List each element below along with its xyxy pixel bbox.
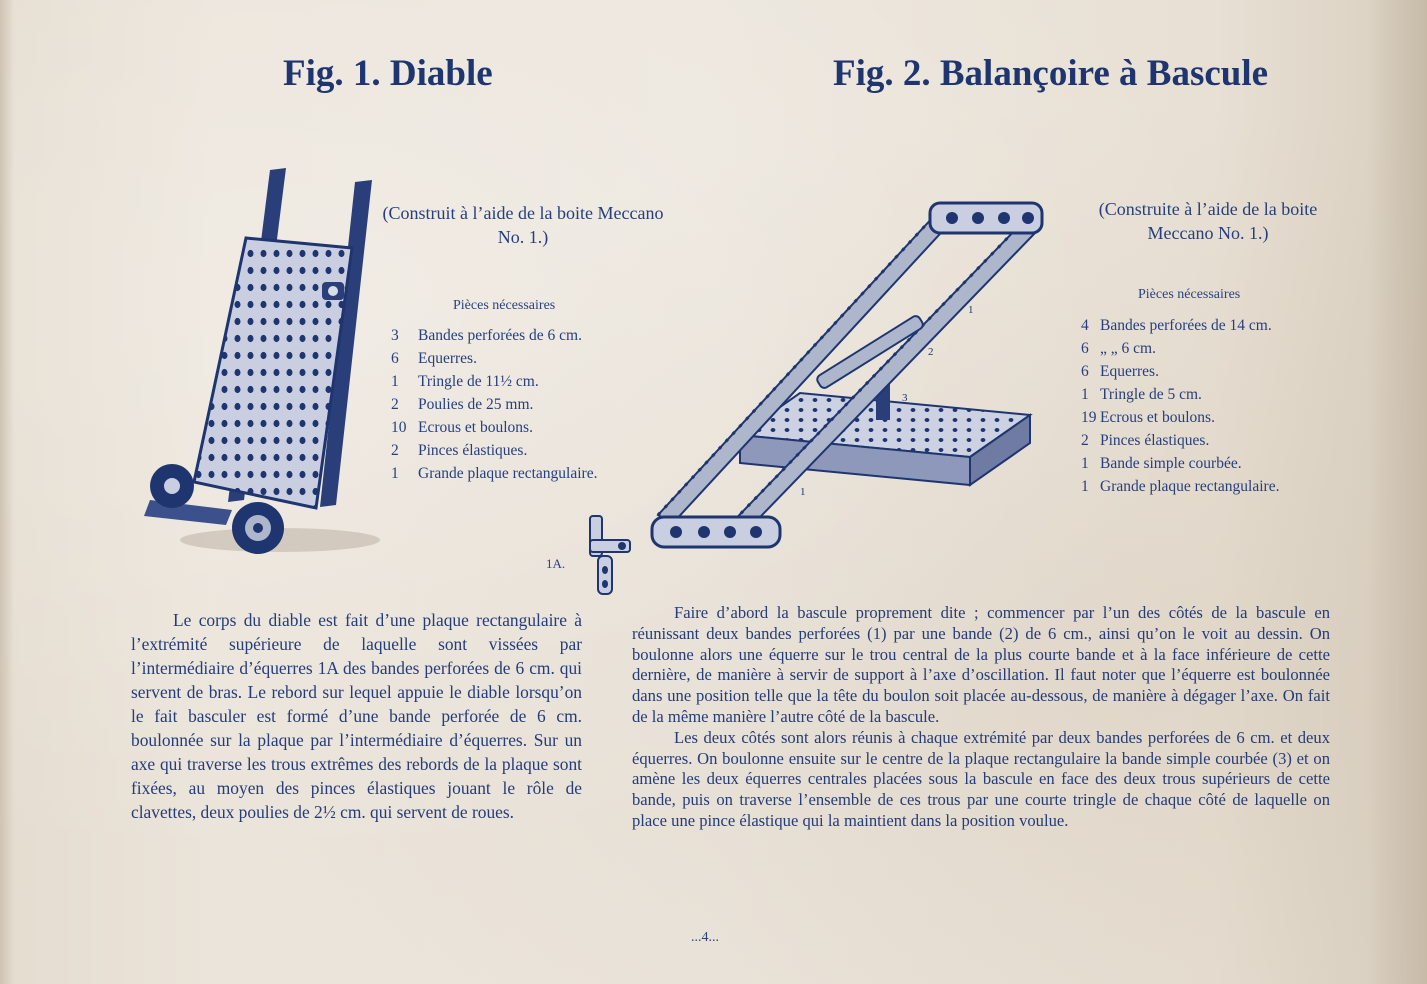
fig1-construit-note: (Construit à l’aide de la boite Meccano No. 1.) — [382, 203, 664, 247]
fig2-construit-note: (Construite à l’aide de la boite Meccano No. 1.) — [1098, 199, 1318, 243]
part-qty: 1 — [391, 465, 399, 482]
see-saw-illustration — [640, 195, 1060, 555]
part-label: Ecrous et boulons. — [418, 419, 533, 436]
part-label: Ecrous et boulons. — [1100, 409, 1215, 426]
fig1-title: Fig. 1. Diable — [283, 53, 493, 94]
part-qty: 19 — [1081, 409, 1097, 426]
part-label: Pinces élastiques. — [418, 442, 528, 459]
see-saw-paragraph-2: Les deux côtés sont alors réunis à chaque extrémité par deux bandes perforées de 6 cm. et deux équerres. On boulonne ensuite sur le centre de la plaque rectangulaire la bande simple courbée (3) et on amène les deux équerres centrales placées sous la bascule en face des deux trous supérieurs de cette bande, puis on traverse l’ensemble de ces trous par une courte tringle de chaque côté de laquelle on place une pince élastique qui la maintient dans la position voulue. — [632, 727, 1330, 830]
part-label: Tringle de 5 cm. — [1100, 386, 1202, 403]
part-label: Equerres. — [418, 350, 477, 367]
part-qty: 2 — [391, 396, 399, 413]
diagram-label-1-top: 1 — [968, 304, 974, 316]
hand-truck-paragraph: Le corps du diable est fait d’une plaque rectangulaire à l’extrémité supérieure de laquelle sont vissées par l’intermédiaire d’équerres 1A des bandes perforées de 6 cm. qui servent de bras. Le rebord sur lequel appuie le diable lorsqu’on le fait basculer est formé d’une bande perforée de 6 cm. boulonnée sur la plaque par l’intermédiaire d’équerres. Sur un axe qui traverse les trous extrêmes des rebords de la plaque sont fixées, au moyen des pinces élastiques jouant le rôle de clavettes, deux poulies de 2½ cm. qui servent de roues. — [131, 610, 582, 822]
parts-list-item — [1081, 337, 1331, 360]
see-saw-paragraph-1: Faire d’abord la bascule proprement dite ; commencer par l’un des côtés de la bascule en réunissant deux bandes perforées (1) par une bande (2) de 6 cm., ainsi qu’on le voit au dessin. On boulonne alors une équerre sur le trou central de la plus courte bande et à la face inférieure de cette dernière, de manière à servir de support à l’axe d’oscillation. Il faut noter que l’équerre est boulonnée dans une position telle que la tête du boulon soit placée au-dessous, de manière à dégager l’axe. On fait de la même manière l’autre côté de la bascule. — [632, 603, 1330, 726]
part-label: Bandes perforées de 14 cm. — [1100, 317, 1272, 334]
diagram-label-1-bottom: 1 — [800, 486, 806, 498]
part-qty: 3 — [391, 327, 399, 344]
part-label: Equerres. — [1100, 363, 1159, 380]
part-label: Pinces élastiques. — [1100, 432, 1210, 449]
parts-list-item — [1081, 452, 1331, 475]
page-edge-shadow-right — [1367, 0, 1427, 984]
part-label: Bande simple courbée. — [1100, 455, 1242, 472]
part-qty: 1 — [391, 373, 399, 390]
part-qty: 2 — [1081, 432, 1089, 449]
fig1-detail-caption: 1A. — [546, 556, 566, 571]
page-edge-shadow-left — [0, 0, 14, 984]
part-qty: 6 — [391, 350, 399, 367]
parts-list-item — [1081, 314, 1331, 337]
part-label: Grande plaque rectangulaire. — [418, 465, 598, 482]
hand-truck-illustration — [140, 160, 380, 560]
fig2-parts-list — [1081, 314, 1331, 498]
part-qty: 1 — [1081, 478, 1089, 495]
parts-list-item — [1081, 429, 1331, 452]
angle-bracket-detail-illustration — [582, 512, 638, 598]
part-qty: 6 — [1081, 363, 1089, 380]
part-label: Tringle de 11½ cm. — [418, 373, 539, 390]
parts-list-item — [1081, 360, 1331, 383]
fig2-pieces-heading: Pièces nécessaires — [1138, 287, 1241, 302]
parts-list-item — [1081, 383, 1331, 406]
diagram-label-2: 2 — [928, 346, 934, 358]
part-label: „ „ 6 cm. — [1100, 340, 1156, 357]
page-number: ...4... — [691, 930, 719, 945]
fig2-title: Fig. 2. Balançoire à Bascule — [833, 53, 1269, 94]
fig1-pieces-heading: Pièces nécessaires — [453, 298, 556, 313]
part-label: Poulies de 25 mm. — [418, 396, 534, 413]
part-label: Bandes perforées de 6 cm. — [418, 327, 582, 344]
parts-list-item — [1081, 406, 1331, 429]
diagram-label-3: 3 — [902, 392, 908, 404]
part-label: Grande plaque rectangulaire. — [1100, 478, 1280, 495]
parts-list-item — [1081, 475, 1331, 498]
hand-truck-instructions — [131, 608, 582, 824]
part-qty: 4 — [1081, 317, 1089, 334]
part-qty: 10 — [391, 419, 407, 436]
see-saw-instructions — [632, 603, 1330, 832]
part-qty: 2 — [391, 442, 399, 459]
part-qty: 1 — [1081, 455, 1089, 472]
part-qty: 1 — [1081, 386, 1089, 403]
part-qty: 6 — [1081, 340, 1089, 357]
